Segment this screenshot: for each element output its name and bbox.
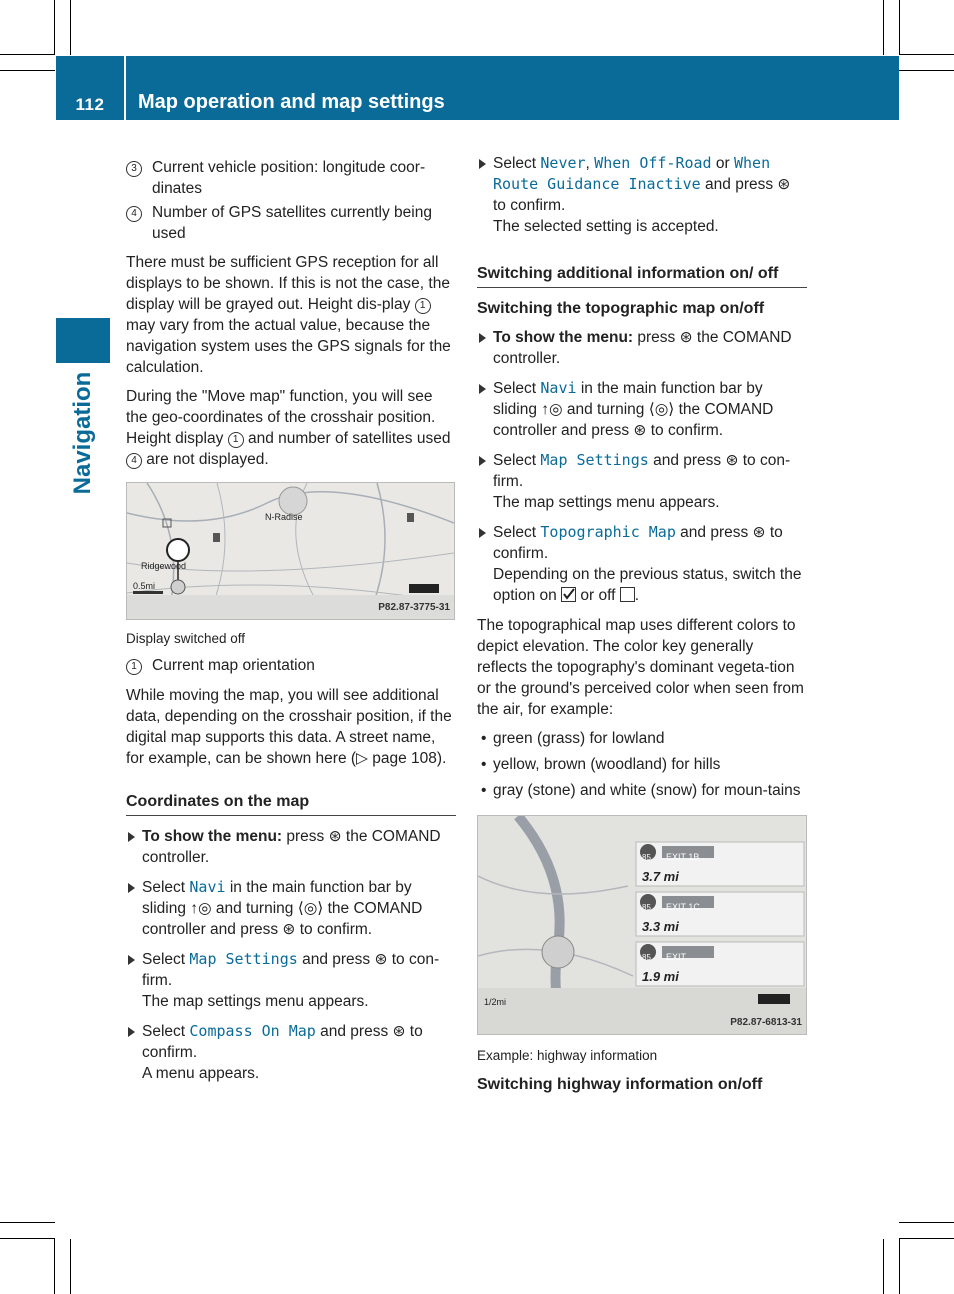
paragraph: There must be sufficient GPS reception for all displays to be shown. If this is not the case, the display will be grayed out. Height dis-play 1 may vary from the actual value, because the navigation system uses the GPS signals for the calculation. <box>126 254 451 376</box>
left-column <box>126 157 456 1093</box>
exit-distance: 3.3 mi <box>642 919 679 934</box>
side-tab-label: Navigation <box>69 371 96 495</box>
map-label: Ridgewood <box>141 561 187 571</box>
map-scale: 0.5mi <box>133 581 156 591</box>
crop-mark <box>70 0 71 55</box>
image-caption: Example: highway information <box>477 1048 658 1063</box>
crop-mark <box>899 1222 954 1223</box>
image-code: P82.87-6813-31 <box>730 1017 802 1028</box>
instruction-step: To show the menu: press ⊛ the COMAND controller. <box>477 327 807 369</box>
subheading: Switching highway information on/off <box>477 1076 763 1093</box>
instruction-step: Select Map Settings and press ⊛ to con-firm. The map settings menu appears. <box>126 949 456 1012</box>
crop-mark <box>70 1239 71 1294</box>
crop-mark <box>883 0 884 55</box>
right-column <box>477 153 807 1103</box>
instruction-step: Select Navi in the main function bar by sliding ↑◎ and turning ⟨◎⟩ the COMAND controller and press ⊛ to confirm. <box>126 877 456 940</box>
exit-distance: 3.7 mi <box>642 869 679 884</box>
legend-number: 4 <box>126 206 142 222</box>
legend-item <box>126 655 456 676</box>
exit-distance: 1.9 mi <box>642 969 679 984</box>
checkbox-checked-icon <box>561 587 576 602</box>
side-tab-marker <box>56 318 110 363</box>
section-heading: Coordinates on the map <box>126 791 456 816</box>
exit-label: EXIT <box>666 952 687 962</box>
crop-mark <box>899 54 954 55</box>
map-screenshot <box>126 482 455 620</box>
paragraph: During the "Move map" function, you will see the geo-coordinates of the crosshair position. Height display 1 and number of satellites used 4 are not displayed. <box>126 388 451 468</box>
crop-mark <box>0 70 55 71</box>
page-header <box>56 56 899 120</box>
crop-mark <box>0 54 55 55</box>
exit-route: 85 <box>642 903 651 912</box>
instruction-step: To show the menu: press ⊛ the COMAND controller. <box>126 826 456 868</box>
legend-text: Current vehicle position: longitude coor-dinates <box>152 159 426 197</box>
crop-mark <box>54 1239 55 1294</box>
list-item: • gray (stone) and white (snow) for moun-tains <box>477 780 807 801</box>
crop-mark <box>899 1238 954 1239</box>
instruction-step: Select Navi in the main function bar by sliding ↑◎ and turning ⟨◎⟩ the COMAND controller and press ⊛ to confirm. <box>477 378 807 441</box>
list-item: • yellow, brown (woodland) for hills <box>477 754 807 775</box>
legend-number: 1 <box>126 659 142 675</box>
crop-mark <box>0 1238 55 1239</box>
legend-item <box>126 202 456 244</box>
page-title: Map operation and map settings <box>138 91 445 113</box>
instruction-step: Select Never, When Off-Road or When Route Guidance Inactive and press ⊛ to confirm. The selected setting is accepted. <box>477 153 807 237</box>
crop-mark <box>899 1239 900 1294</box>
instruction-step: Select Topographic Map and press ⊛ to confirm. Depending on the previous status, switch the option on or off . <box>477 522 807 606</box>
crop-mark <box>883 1239 884 1294</box>
page-number: 112 <box>75 95 105 114</box>
paragraph: While moving the map, you will see additional data, depending on the crosshair position, if the digital map supports this data. A street name, for example, can be shown here (▷ page 108). <box>126 687 452 767</box>
crop-mark <box>54 0 55 55</box>
map-scale: 1/2mi <box>484 997 507 1007</box>
highway-info-screenshot <box>477 815 807 1035</box>
list-item: • green (grass) for lowland <box>477 728 807 749</box>
crop-mark <box>899 70 954 71</box>
header-divider <box>124 56 126 120</box>
exit-route: 85 <box>642 853 651 862</box>
legend-text: Current map orientation <box>152 657 315 674</box>
legend-number: 3 <box>126 161 142 177</box>
map-label: N-Radise <box>265 512 303 522</box>
crop-mark <box>0 1222 55 1223</box>
subheading: Switching the topographic map on/off <box>477 300 765 317</box>
exit-label: EXIT 1B <box>666 852 700 862</box>
image-code: P82.87-3775-31 <box>378 602 450 613</box>
instruction-step: Select Map Settings and press ⊛ to con-firm. The map settings menu appears. <box>477 450 807 513</box>
legend-item <box>126 157 456 199</box>
paragraph: The topographical map uses different colors to depict elevation. The color key generally reflects the topography's dominant vegeta-tion or the ground's perceived color when seen from the air, for example: <box>477 617 804 718</box>
crop-mark <box>899 0 900 55</box>
image-caption: Display switched off <box>126 631 246 646</box>
side-tab <box>56 363 110 503</box>
instruction-step: Select Compass On Map and press ⊛ to confirm. A menu appears. <box>126 1021 456 1084</box>
legend-text: Number of GPS satellites currently being used <box>152 204 432 242</box>
section-heading: Switching additional information on/ off <box>477 263 807 288</box>
exit-route: 85 <box>642 953 651 962</box>
exit-label: EXIT 1C <box>666 902 700 912</box>
checkbox-unchecked-icon <box>620 587 635 602</box>
